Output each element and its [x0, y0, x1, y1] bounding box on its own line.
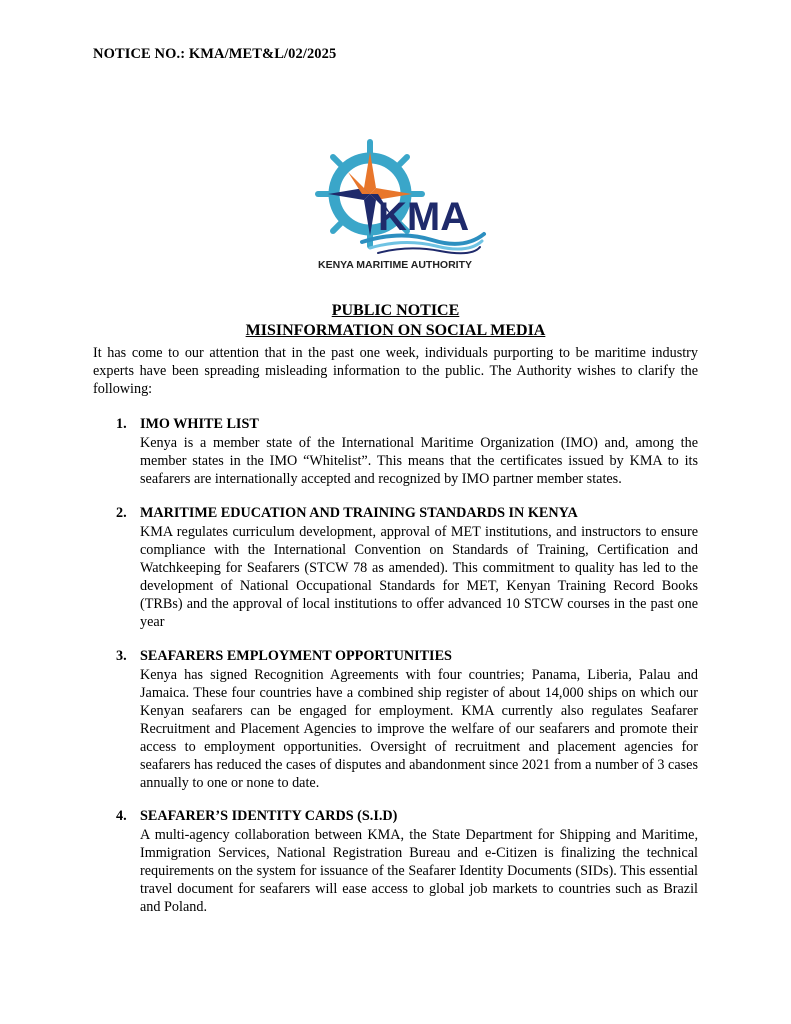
- section-body: KMA regulates curriculum development, approval of MET institutions, and instructors to ensure compliance with the International Convention on Standards of Training, Certification and Watchkeeping for Seafarers (STCW 78 as amended). This commitment to quality has led to the development of National Occupational Standards for MET, Kenyan Training Record Books (TRBs) and the approval of local institutions to offer advanced 10 STCW courses in the past one year: [140, 524, 698, 630]
- section-heading: MARITIME EDUCATION AND TRAINING STANDARDS IN KENYA: [140, 505, 578, 521]
- section-heading: SEAFARER’S IDENTITY CARDS (S.I.D): [140, 808, 398, 824]
- notice-number: NOTICE NO.: KMA/MET&L/02/2025: [93, 46, 337, 62]
- page-subtitle: MISINFORMATION ON SOCIAL MEDIA: [245, 322, 546, 339]
- logo-name: KENYA MARITIME AUTHORITY: [317, 259, 473, 271]
- section-number: 1.: [116, 416, 127, 432]
- section-number: 3.: [116, 648, 127, 664]
- section-number: 2.: [116, 505, 127, 521]
- section-body: Kenya has signed Recognition Agreements with four countries; Panama, Liberia, Palau and Jamaica. These four countries have a combined ship register of about 14,000 ships on which our Kenyan seafarers can be engaged for employment. KMA currently also regulates Seafarer Recruitment and Placement Agencies to improve the welfare of our seafarers and promote their access to employment opportunities. Oversight of recruitment and placement agencies for seafarers has reduced the cases of disputes and abandonment since 2021 from a number of 3 cases annually to one or none to date.: [140, 667, 698, 791]
- section-number: 4.: [116, 808, 127, 824]
- section-body: Kenya is a member state of the International Maritime Organization (IMO) and, among the member states in the IMO “Whitelist”. This means that the certificates issued by KMA to its seafarers are internationally accepted and recognized by IMO partner member states.: [140, 435, 698, 487]
- logo-acronym: KMA: [378, 195, 470, 239]
- page-title: PUBLIC NOTICE: [331, 302, 460, 319]
- kma-logo: [300, 138, 490, 276]
- section-heading: IMO WHITE LIST: [140, 416, 259, 432]
- section-body: A multi-agency collaboration between KMA, the State Department for Shipping and Maritime, Immigration Services, National Registration Bureau and e-Citizen is finalizing the technical requirements on the system for issuance of the Seafarer Identity Documents (SIDs). This essential travel document for seafarers will ease access to global job markets to countries such as Brazil and Poland.: [140, 827, 698, 915]
- intro-paragraph: It has come to our attention that in the past one week, individuals purporting to be maritime industry experts have been spreading misleading information to the public. The Authority wishes to clarify the following:: [93, 345, 698, 397]
- section-heading: SEAFARERS EMPLOYMENT OPPORTUNITIES: [140, 648, 452, 664]
